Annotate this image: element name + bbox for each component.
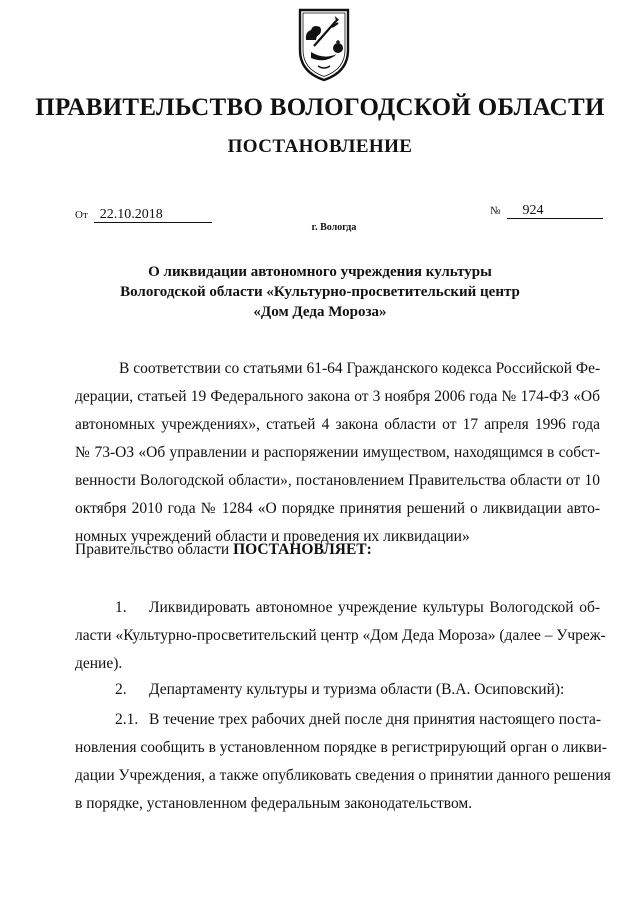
item-number: 1. bbox=[115, 599, 127, 616]
decision-item-2-1 bbox=[75, 706, 611, 818]
date-field bbox=[75, 206, 212, 223]
item-text-line: В течение трех рабочих дней после дня принятия настоящего поста- bbox=[149, 711, 602, 728]
date-value: 22.10.2018 bbox=[94, 207, 212, 223]
item-text-line: дение). bbox=[75, 655, 123, 672]
preamble-line: номных учреждений области и проведения их ликвидации» bbox=[75, 528, 470, 545]
subject-line: Вологодской области «Культурно-просветительский центр bbox=[120, 284, 520, 300]
preamble-paragraph bbox=[75, 355, 600, 551]
number-sign-label: № bbox=[490, 205, 501, 217]
item-number: 2.1. bbox=[115, 711, 139, 728]
item-text-line: дации Учреждения, а также опубликовать сведения о принятии данного решения bbox=[75, 767, 611, 784]
subject-line: «Дом Деда Мороза» bbox=[253, 304, 387, 320]
vologda-coat-of-arms-icon bbox=[296, 6, 352, 82]
item-text-line: ласти «Культурно-просветительский центр «Дом Деда Мороза» (далее – Учреж- bbox=[75, 627, 606, 644]
document-subject bbox=[0, 262, 640, 322]
preamble-line: В соответствии со статьями 61-64 Гражданского кодекса Российской Фе- bbox=[119, 360, 601, 377]
decision-item-1 bbox=[75, 594, 606, 678]
city-label: г. Вологда bbox=[311, 222, 357, 233]
subject-line: О ликвидации автономного учреждения культуры bbox=[148, 264, 492, 280]
preamble-line: дерации, статьей 19 Федерального закона от 3 ноября 2006 года № 174-ФЗ «Об bbox=[75, 388, 600, 405]
preamble-line: автономных учреждениях», статьей 4 закона области от 17 апреля 1996 года bbox=[75, 416, 600, 433]
item-text-line: в порядке, установленном федеральным законодательством. bbox=[75, 795, 473, 812]
item-number: 2. bbox=[115, 681, 127, 698]
date-prefix-label: От bbox=[75, 209, 88, 221]
preamble-line: октября 2010 года № 1284 «О порядке принятия решений о ликвидации авто- bbox=[75, 500, 600, 517]
decision-item-2 bbox=[75, 676, 600, 704]
item-text-line: новления сообщить в установленном порядке в регистрирующий орган о ликви- bbox=[75, 739, 607, 756]
decree-prefix: Правительство области bbox=[75, 541, 230, 558]
preamble-line: венности Вологодской области», постановлением Правительства области от 10 bbox=[75, 472, 600, 489]
decree-line bbox=[75, 541, 372, 559]
document-type-heading: ПОСТАНОВЛЕНИЕ bbox=[227, 136, 413, 157]
decree-word: ПОСТАНОВЛЯЕТ: bbox=[233, 541, 372, 558]
preamble-line: № 73-ОЗ «Об управлении и распоряжении имуществом, находящимся в собст- bbox=[75, 444, 600, 461]
document-number-field bbox=[490, 202, 603, 219]
document-number-value: 924 bbox=[507, 203, 603, 219]
item-text-line: Ликвидировать автономное учреждение культуры Вологодской об- bbox=[149, 599, 600, 616]
item-text-line: Департаменту культуры и туризма области (В.А. Осиповский): bbox=[149, 681, 565, 698]
government-title: ПРАВИТЕЛЬСТВО ВОЛОГОДСКОЙ ОБЛАСТИ bbox=[35, 94, 605, 121]
